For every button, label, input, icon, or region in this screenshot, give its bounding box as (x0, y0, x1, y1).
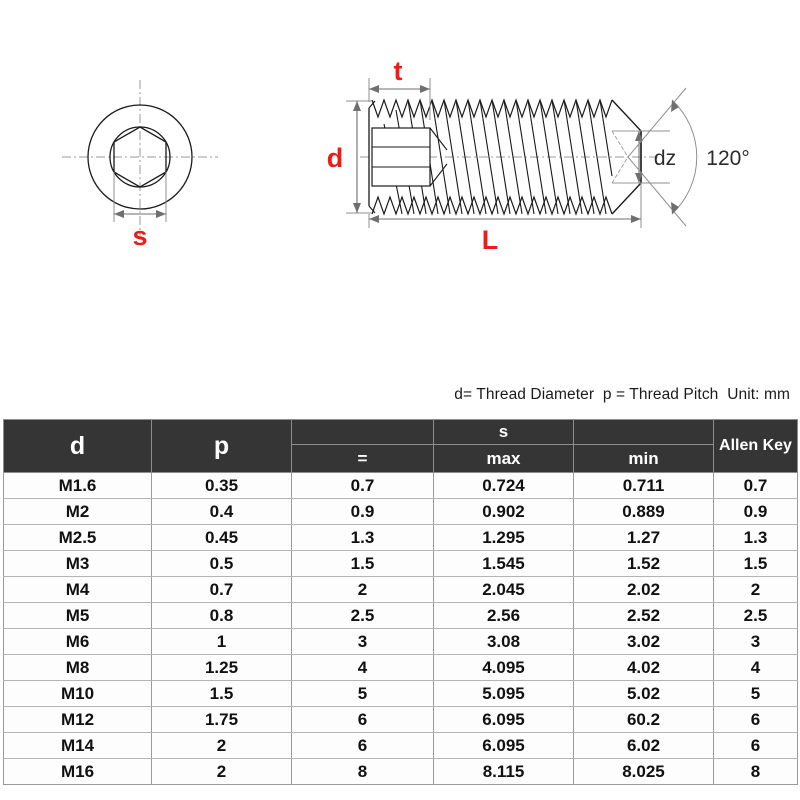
table-cell-s_min: 3.02 (574, 629, 714, 655)
table-cell-p: 0.4 (152, 499, 292, 525)
table-cell-s_max: 3.08 (434, 629, 574, 655)
table-cell-d: M1.6 (4, 473, 152, 499)
column-header-s-spacer-left (292, 420, 434, 445)
table-cell-p: 0.35 (152, 473, 292, 499)
table-cell-p: 1 (152, 629, 292, 655)
table-cell-s_min: 4.02 (574, 655, 714, 681)
table-cell-d: M2 (4, 499, 152, 525)
table-cell-s_nominal: 1.5 (292, 551, 434, 577)
table-cell-allen_key: 5 (714, 681, 798, 707)
specification-table-container (3, 419, 797, 785)
table-cell-s_nominal: 0.9 (292, 499, 434, 525)
table-cell-p: 0.45 (152, 525, 292, 551)
table-cell-s_min: 0.711 (574, 473, 714, 499)
table-cell-allen_key: 2.5 (714, 603, 798, 629)
table-cell-allen_key: 3 (714, 629, 798, 655)
table-cell-allen_key: 4 (714, 655, 798, 681)
table-row (4, 577, 798, 603)
table-cell-s_min: 60.2 (574, 707, 714, 733)
table-cell-d: M4 (4, 577, 152, 603)
table-cell-d: M6 (4, 629, 152, 655)
table-cell-d: M3 (4, 551, 152, 577)
table-row (4, 655, 798, 681)
table-cell-s_max: 1.295 (434, 525, 574, 551)
table-cell-s_min: 1.27 (574, 525, 714, 551)
table-cell-d: M16 (4, 759, 152, 785)
drawing-canvas (0, 0, 800, 380)
table-cell-s_min: 2.02 (574, 577, 714, 603)
cone-apex-line-top (612, 131, 628, 157)
table-cell-s_min: 1.52 (574, 551, 714, 577)
table-cell-d: M8 (4, 655, 152, 681)
dz-arrow-top (635, 131, 643, 141)
table-row (4, 629, 798, 655)
screw-side-view (327, 56, 750, 255)
table-cell-s_nominal: 1.3 (292, 525, 434, 551)
d-arrow-bottom (353, 203, 361, 213)
hex-socket-cavity (372, 128, 430, 186)
table-cell-s_max: 8.115 (434, 759, 574, 785)
label-s: s (132, 221, 148, 251)
socket-end-view (62, 80, 218, 251)
column-header-s-spacer-right (574, 420, 714, 445)
table-cell-p: 1.25 (152, 655, 292, 681)
column-header-p: p (152, 420, 292, 473)
table-cell-s_nominal: 2.5 (292, 603, 434, 629)
table-cell-s_max: 2.56 (434, 603, 574, 629)
column-header-s-nominal: = (292, 445, 434, 473)
specification-table (3, 419, 798, 785)
thread-profile-lower (372, 197, 612, 214)
table-row (4, 603, 798, 629)
table-row (4, 707, 798, 733)
table-cell-d: M5 (4, 603, 152, 629)
table-body (4, 473, 798, 785)
column-header-d: d (4, 420, 152, 473)
table-cell-allen_key: 8 (714, 759, 798, 785)
table-cell-p: 0.8 (152, 603, 292, 629)
table-cell-p: 1.5 (152, 681, 292, 707)
table-cell-s_nominal: 4 (292, 655, 434, 681)
table-cell-s_max: 2.045 (434, 577, 574, 603)
label-L: L (481, 225, 499, 255)
s-arrow-left (114, 210, 124, 218)
table-cell-s_max: 6.095 (434, 733, 574, 759)
table-cell-s_min: 8.025 (574, 759, 714, 785)
column-header-s: s (434, 420, 574, 445)
table-cell-p: 2 (152, 733, 292, 759)
table-header-row-1 (4, 420, 798, 445)
table-row (4, 733, 798, 759)
table-row (4, 759, 798, 785)
table-cell-p: 0.5 (152, 551, 292, 577)
table-cell-s_max: 1.545 (434, 551, 574, 577)
table-cell-s_nominal: 0.7 (292, 473, 434, 499)
table-header (4, 420, 798, 473)
dz-arrow-bottom (635, 173, 643, 183)
table-cell-allen_key: 2 (714, 577, 798, 603)
t-arrow-left (369, 85, 379, 93)
label-t: t (393, 56, 403, 86)
table-cell-s_max: 0.902 (434, 499, 574, 525)
t-arrow-right (420, 85, 430, 93)
table-cell-s_nominal: 8 (292, 759, 434, 785)
table-caption: d= Thread Diameter p = Thread Pitch Unit: mm (454, 386, 790, 403)
table-cell-s_nominal: 6 (292, 733, 434, 759)
table-cell-allen_key: 6 (714, 707, 798, 733)
table-cell-s_max: 0.724 (434, 473, 574, 499)
column-header-s-max: max (434, 445, 574, 473)
table-cell-s_max: 6.095 (434, 707, 574, 733)
label-d: d (326, 143, 344, 173)
table-cell-p: 0.7 (152, 577, 292, 603)
cone-apex-line-bottom (612, 157, 628, 183)
d-arrow-top (353, 101, 361, 111)
L-arrow-left (369, 215, 379, 223)
table-cell-s_min: 0.889 (574, 499, 714, 525)
table-cell-allen_key: 1.3 (714, 525, 798, 551)
table-cell-p: 1.75 (152, 707, 292, 733)
technical-drawing (0, 0, 800, 380)
table-cell-d: M10 (4, 681, 152, 707)
table-cell-s_min: 5.02 (574, 681, 714, 707)
table-cell-d: M14 (4, 733, 152, 759)
table-cell-s_max: 4.095 (434, 655, 574, 681)
table-cell-allen_key: 6 (714, 733, 798, 759)
table-cell-s_min: 6.02 (574, 733, 714, 759)
table-cell-s_nominal: 3 (292, 629, 434, 655)
label-cone-angle: 120° (706, 147, 750, 170)
table-row (4, 473, 798, 499)
table-cell-allen_key: 0.7 (714, 473, 798, 499)
L-arrow-right (631, 215, 641, 223)
table-cell-allen_key: 1.5 (714, 551, 798, 577)
table-cell-s_min: 2.52 (574, 603, 714, 629)
table-cell-s_nominal: 2 (292, 577, 434, 603)
table-cell-s_nominal: 5 (292, 681, 434, 707)
table-row (4, 681, 798, 707)
table-row (4, 499, 798, 525)
column-header-allen-key: Allen Key (714, 420, 798, 473)
dimension-L (369, 183, 641, 255)
label-dz: dz (653, 147, 677, 170)
table-cell-allen_key: 0.9 (714, 499, 798, 525)
table-cell-s_nominal: 6 (292, 707, 434, 733)
dimension-cone-angle (628, 88, 750, 226)
column-header-s-min: min (574, 445, 714, 473)
s-arrow-right (156, 210, 166, 218)
table-cell-d: M2.5 (4, 525, 152, 551)
table-cell-d: M12 (4, 707, 152, 733)
table-cell-p: 2 (152, 759, 292, 785)
table-row (4, 525, 798, 551)
table-row (4, 551, 798, 577)
table-cell-s_max: 5.095 (434, 681, 574, 707)
